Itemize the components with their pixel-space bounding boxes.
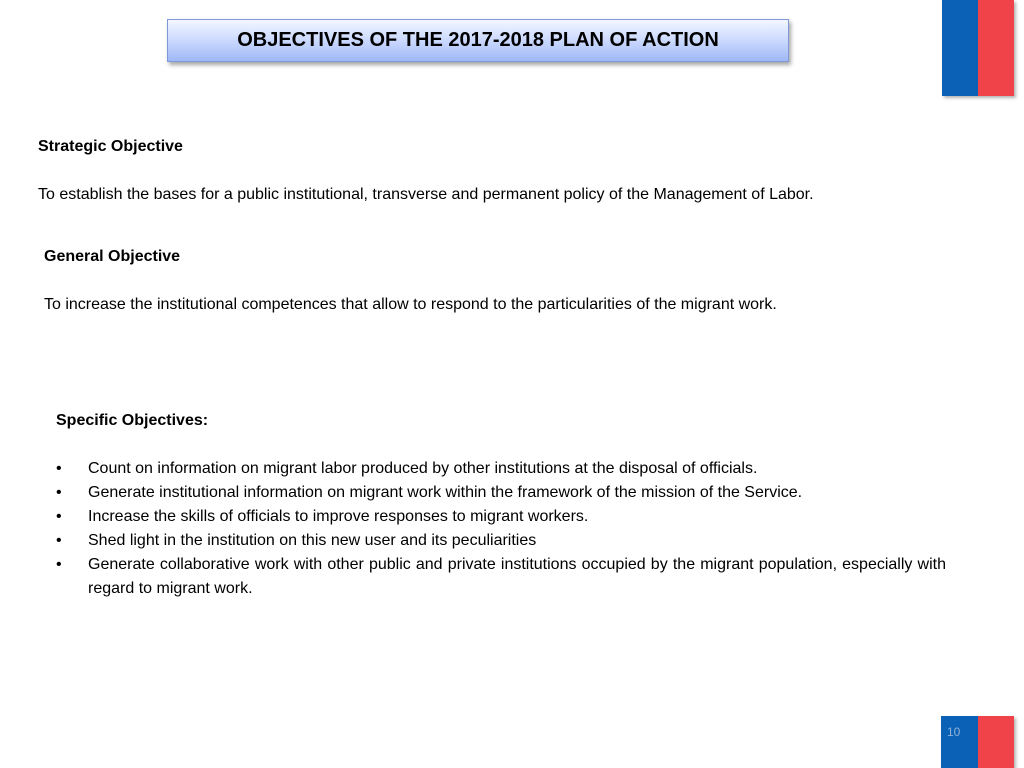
slide-title: OBJECTIVES OF THE 2017-2018 PLAN OF ACTION: [237, 29, 719, 51]
chile-flag-stripe-top: [942, 0, 1014, 96]
list-item-text: Shed light in the institution on this new user and its peculiarities: [88, 532, 537, 549]
flag-red-stripe: [978, 716, 1015, 768]
strategic-objective-text: To establish the bases for a public institutional, transverse and permanent policy of the Management of Labor.: [38, 186, 814, 203]
flag-red-stripe: [978, 0, 1014, 96]
strategic-objective-section: [38, 135, 978, 207]
flag-blue-stripe: [942, 0, 978, 96]
list-item-text: Increase the skills of officials to improve responses to migrant workers.: [88, 508, 589, 525]
specific-objectives-list: [56, 457, 946, 601]
page-number: 10: [947, 725, 961, 739]
title-banner: [167, 19, 789, 62]
general-objective-text: To increase the institutional competences that allow to respond to the particularities of the migrant work.: [44, 296, 777, 313]
bullet-icon: •: [56, 532, 62, 549]
specific-objectives-section: [56, 409, 946, 601]
list-item: [56, 529, 946, 553]
general-objective-heading: General Objective: [44, 248, 181, 265]
strategic-objective-heading: Strategic Objective: [38, 138, 183, 155]
bullet-icon: •: [56, 460, 62, 477]
bullet-icon: •: [56, 556, 62, 573]
bullet-icon: •: [56, 508, 62, 525]
flag-blue-stripe: [941, 716, 978, 768]
list-item-text: Generate institutional information on migrant work within the framework of the mission of the Service.: [88, 484, 803, 501]
chile-flag-stripe-bottom: [941, 716, 1014, 768]
list-item: [56, 457, 946, 481]
bullet-icon: •: [56, 484, 62, 501]
specific-objectives-heading: Specific Objectives:: [56, 412, 209, 429]
list-item: [56, 481, 946, 505]
list-item-text: Count on information on migrant labor produced by other institutions at the disposal of officials.: [88, 460, 758, 477]
list-item: [56, 505, 946, 529]
general-objective-section: [44, 245, 974, 317]
list-item: [56, 553, 946, 601]
list-item-text: Generate collaborative work with other public and private institutions occupied by the migrant population, especially with regard to migrant work.: [88, 556, 946, 597]
